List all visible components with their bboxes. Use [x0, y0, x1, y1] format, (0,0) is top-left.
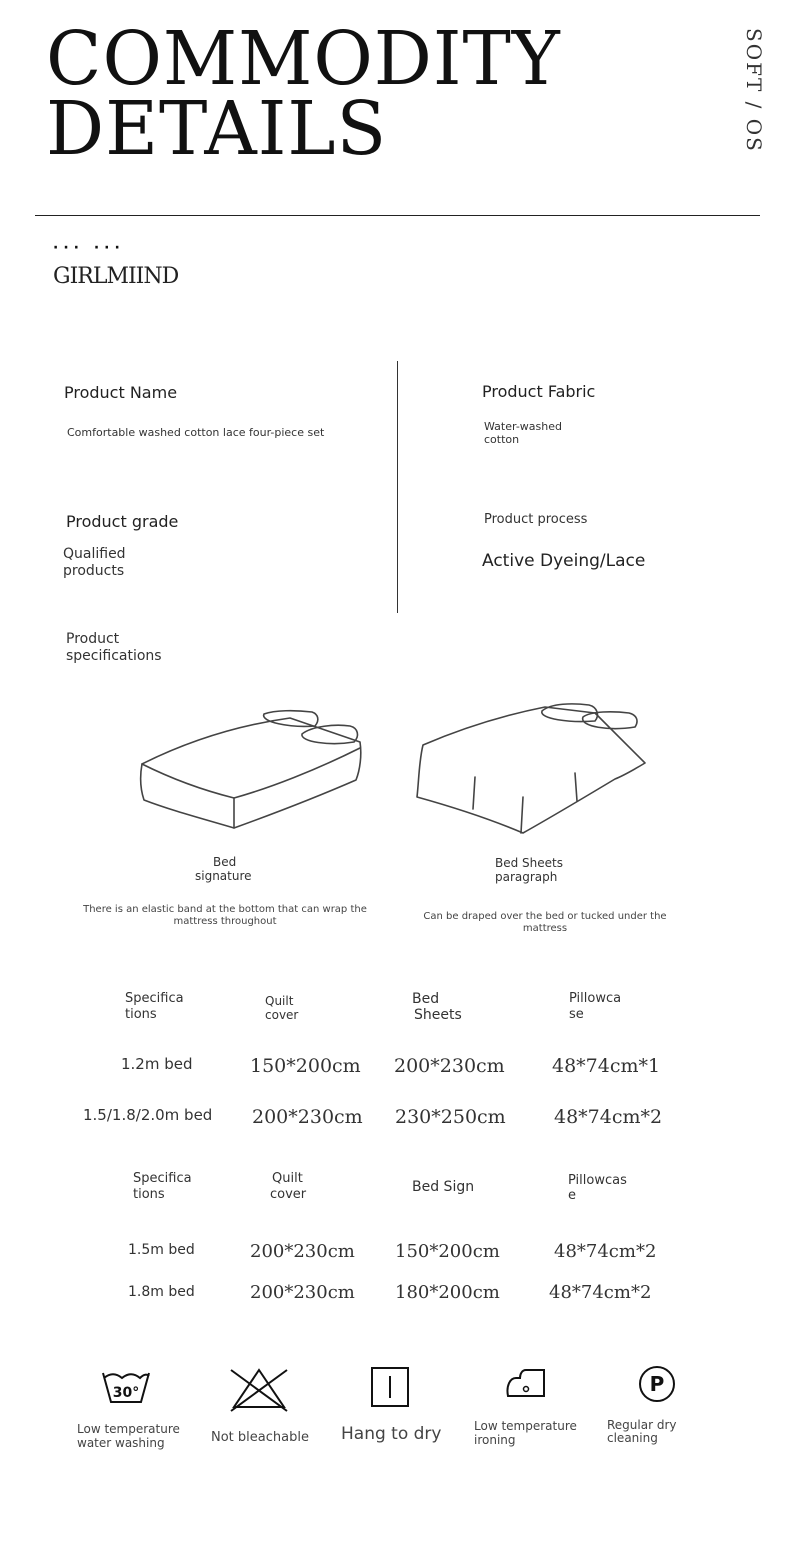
table2-row1-label: 1.5m bed	[128, 1242, 195, 1258]
info-divider	[397, 361, 398, 613]
no-bleach-icon	[228, 1365, 290, 1413]
table2-row1-bed-sign: 150*200cm	[395, 1241, 500, 1262]
table1-row2-pillow: 48*74cm*2	[554, 1106, 663, 1128]
table1-header-sheets-line1: Bed	[412, 991, 440, 1007]
product-name-label: Product Name	[64, 383, 178, 402]
product-grade-value-line2: products	[63, 563, 125, 579]
table2-header-quilt-line2: cover	[270, 1187, 307, 1202]
table1-row1-label: 1.2m bed	[121, 1055, 193, 1073]
table1-header-specs-line2: tions	[125, 1007, 157, 1022]
table1-header-specs-line1: Specifica	[125, 991, 184, 1006]
product-fabric-value-line2: cotton	[484, 433, 520, 446]
svg-text:30°: 30°	[112, 1385, 140, 1401]
table2-header-quilt-line1: Quilt	[272, 1171, 303, 1186]
table1-row1-sheets: 200*230cm	[394, 1055, 505, 1077]
flat-caption-line2: paragraph	[495, 870, 558, 884]
fitted-caption-line2: signature	[195, 869, 252, 883]
table1-row2-quilt: 200*230cm	[252, 1106, 363, 1128]
care-label-bleach: Not bleachable	[211, 1430, 309, 1445]
header-divider	[35, 215, 760, 216]
product-process-label: Product process	[484, 512, 588, 527]
hang-dry-icon	[368, 1366, 412, 1410]
product-name-value: Comfortable washed cotton lace four-piece set	[67, 426, 325, 439]
product-fabric-value-line1: Water-washed	[484, 420, 562, 433]
flat-sheet-sketch	[405, 697, 660, 842]
low-iron-icon	[502, 1366, 548, 1402]
table1-row2-sheets: 230*250cm	[395, 1106, 506, 1128]
table1-header-pillow-line2: se	[569, 1007, 584, 1022]
brand-name: GIRLMIIND	[53, 264, 179, 289]
side-vertical-text: SOFT / OS	[742, 28, 766, 153]
product-grade-label: Product grade	[66, 512, 179, 531]
wash-30-icon	[100, 1370, 152, 1408]
table1-header-quilt-line1: Quilt	[265, 994, 294, 1008]
fitted-description-line2: mattress throughout	[173, 916, 277, 927]
page-title-line1: COMMODITY	[46, 16, 561, 102]
care-label-wash-line2: water washing	[77, 1436, 165, 1450]
table1-row1-pillow: 48*74cm*1	[552, 1055, 661, 1077]
table2-header-specs-line2: tions	[133, 1187, 165, 1202]
product-specs-label-line1: Product	[66, 631, 120, 647]
table1-header-quilt-line2: cover	[265, 1008, 299, 1022]
svg-text:P: P	[649, 1372, 665, 1396]
page-title-line2: DETAILS	[46, 86, 388, 172]
table1-row2-label: 1.5/1.8/2.0m bed	[83, 1106, 213, 1124]
care-label-dryclean-line1: Regular dry	[607, 1418, 677, 1432]
table2-row2-label: 1.8m bed	[128, 1284, 195, 1300]
table2-row1-pillow: 48*74cm*2	[554, 1241, 657, 1262]
care-label-dryclean-line2: cleaning	[607, 1431, 658, 1445]
table1-row1-quilt: 150*200cm	[250, 1055, 361, 1077]
flat-caption-line1: Bed Sheets	[495, 856, 563, 870]
table2-row1-quilt: 200*230cm	[250, 1241, 355, 1262]
table1-header-sheets-line2: Sheets	[414, 1007, 462, 1023]
flat-description: Can be draped over the bed or tucked under the mattress	[423, 911, 667, 934]
fitted-caption-line1: Bed	[213, 855, 237, 869]
table2-row2-bed-sign: 180*200cm	[395, 1282, 500, 1303]
table2-header-specs-line1: Specifica	[133, 1171, 192, 1186]
fitted-description-line1: There is an elastic band at the bottom that can wrap the	[83, 904, 367, 915]
table2-row2-pillow: 48*74cm*2	[549, 1282, 652, 1303]
table2-header-pillow-line2: e	[568, 1188, 576, 1203]
dry-clean-p-icon	[637, 1364, 677, 1404]
product-grade-value-line1: Qualified	[63, 546, 126, 562]
care-label-wash-line1: Low temperature	[77, 1422, 180, 1436]
table2-header-pillow-line1: Pillowcas	[568, 1173, 627, 1188]
product-fabric-label: Product Fabric	[482, 382, 596, 401]
care-label-iron-line2: ironing	[474, 1433, 516, 1447]
product-process-value: Active Dyeing/Lace	[482, 551, 646, 571]
decorative-dots: ··· ···	[53, 240, 125, 256]
care-label-iron-line1: Low temperature	[474, 1419, 577, 1433]
product-specs-label-line2: specifications	[66, 648, 162, 664]
fitted-sheet-sketch	[130, 700, 375, 840]
care-label-hang-dry: Hang to dry	[341, 1424, 442, 1444]
table2-header-bed-sign: Bed Sign	[412, 1179, 475, 1195]
table2-row2-quilt: 200*230cm	[250, 1282, 355, 1303]
table1-header-pillow-line1: Pillowca	[569, 991, 622, 1006]
